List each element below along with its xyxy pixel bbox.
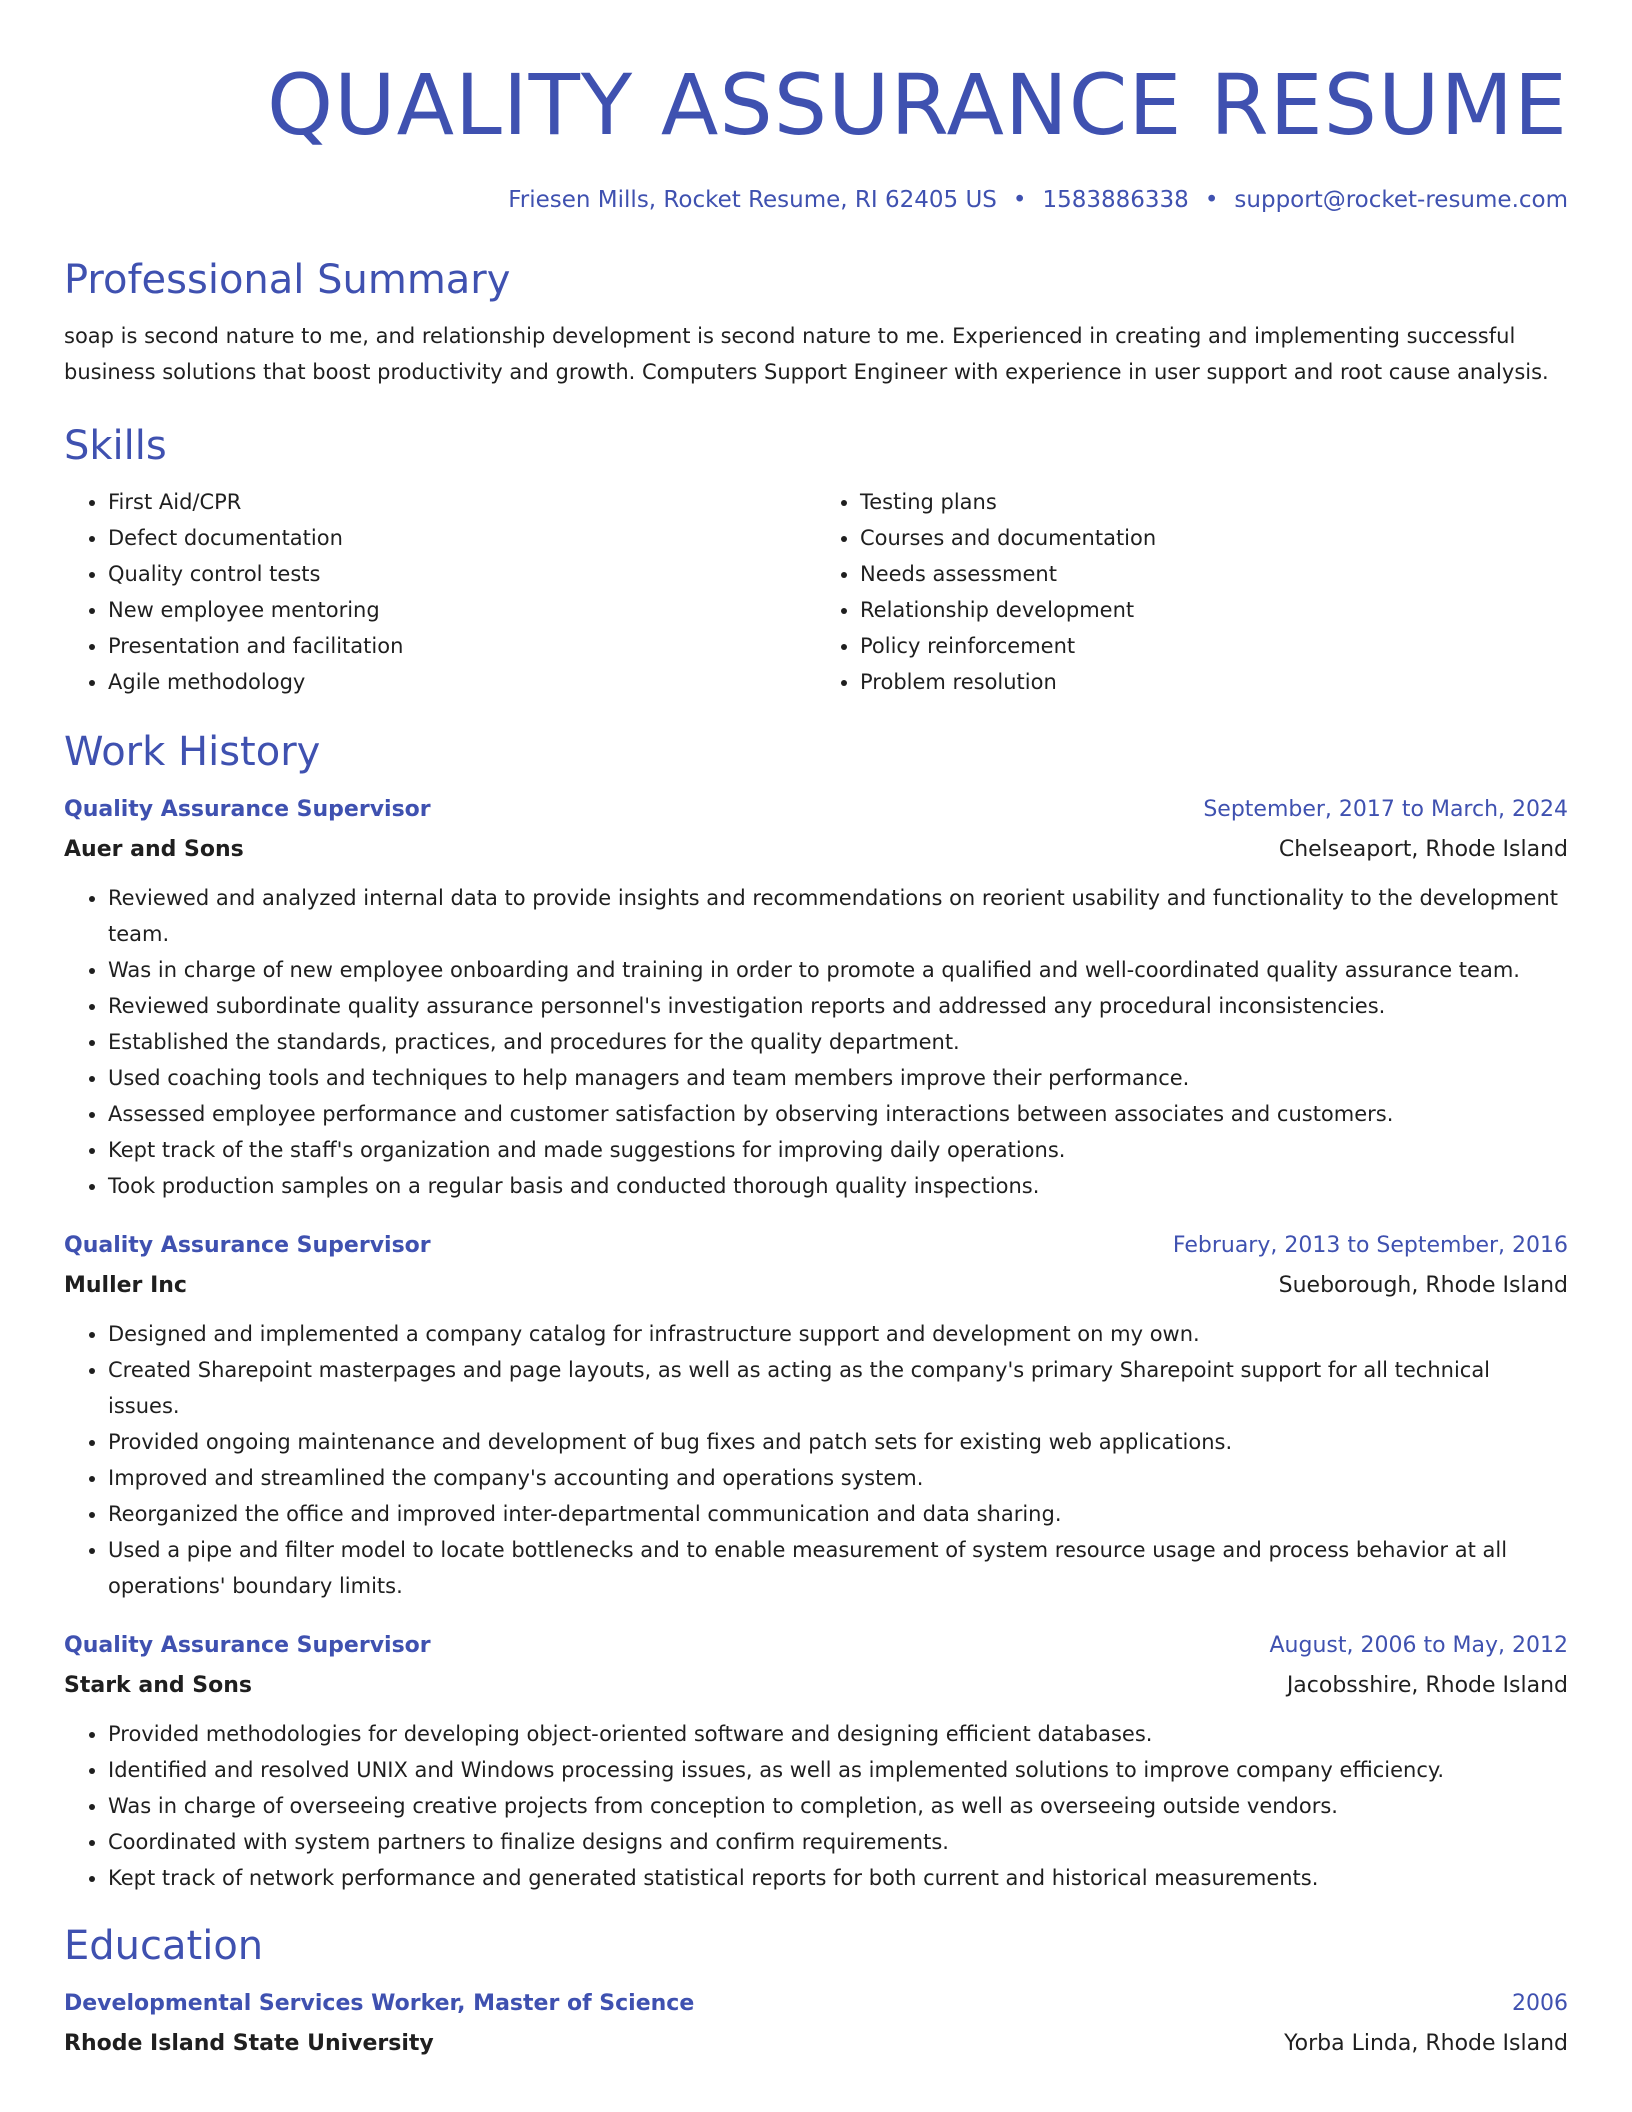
skills-list bbox=[64, 484, 1568, 700]
contact-line bbox=[64, 184, 1568, 216]
job-bullets bbox=[64, 1316, 1568, 1604]
job-bullet: • Improved and streamlined the company's accounting and operations system. bbox=[108, 1460, 1568, 1496]
job-company: Auer and Sons bbox=[64, 837, 244, 862]
job-location: Chelseaport, Rhode Island bbox=[1278, 837, 1568, 862]
job-company: Stark and Sons bbox=[64, 1673, 252, 1698]
education-heading: Education bbox=[64, 1923, 264, 1969]
summary-heading: Professional Summary bbox=[64, 257, 511, 303]
skills-heading: Skills bbox=[64, 423, 167, 469]
work-heading: Work History bbox=[64, 729, 321, 775]
job-company: Muller Inc bbox=[64, 1273, 187, 1298]
skill-item: • Relationship development bbox=[860, 592, 1568, 628]
job-entry bbox=[64, 1226, 1568, 1604]
job-location: Jacobsshire, Rhode Island bbox=[1286, 1673, 1568, 1698]
education-degree: Developmental Services Worker, Master of Science bbox=[64, 1991, 695, 2016]
skill-item: • New employee mentoring bbox=[108, 592, 816, 628]
job-bullet: • Reorganized the office and improved inter-departmental communication and data sharing. bbox=[108, 1496, 1568, 1532]
job-bullet: • Was in charge of overseeing creative projects from conception to completion, as well as overseeing outside vendors. bbox=[108, 1788, 1568, 1824]
job-bullet: • Used a pipe and filter model to locate bottlenecks and to enable measurement of system resource usage and process behavior at all operations' boundary limits. bbox=[108, 1532, 1568, 1604]
skills-column-right bbox=[816, 484, 1568, 700]
education-school: Rhode Island State University bbox=[64, 2031, 434, 2056]
contact-separator: • bbox=[1204, 187, 1219, 213]
skill-item: • Testing plans bbox=[860, 484, 1568, 520]
job-bullet: • Established the standards, practices, and procedures for the quality department. bbox=[108, 1024, 1568, 1060]
job-entry bbox=[64, 790, 1568, 1204]
job-bullet: • Coordinated with system partners to finalize designs and confirm requirements. bbox=[108, 1824, 1568, 1860]
education-entry bbox=[64, 1984, 1568, 2064]
job-bullet: • Provided ongoing maintenance and development of bug fixes and patch sets for existing web applications. bbox=[108, 1424, 1568, 1460]
skill-item: • Policy reinforcement bbox=[860, 628, 1568, 664]
job-title: Quality Assurance Supervisor bbox=[64, 1233, 431, 1258]
contact-email: support@rocket-resume.com bbox=[1234, 187, 1568, 213]
skill-item: • Defect documentation bbox=[108, 520, 816, 556]
job-dates: February, 2013 to September, 2016 bbox=[1172, 1233, 1568, 1258]
skill-item: • Presentation and facilitation bbox=[108, 628, 816, 664]
job-location: Sueborough, Rhode Island bbox=[1278, 1273, 1568, 1298]
contact-address: Friesen Mills, Rocket Resume, RI 62405 US bbox=[508, 187, 997, 213]
skill-item: • Needs assessment bbox=[860, 556, 1568, 592]
job-dates: September, 2017 to March, 2024 bbox=[1203, 797, 1568, 822]
contact-separator: • bbox=[1012, 187, 1027, 213]
skills-column-left bbox=[64, 484, 816, 700]
job-bullet: • Reviewed subordinate quality assurance personnel's investigation reports and addressed any procedural inconsistencies. bbox=[108, 988, 1568, 1024]
job-bullets bbox=[64, 1716, 1568, 1896]
job-bullets bbox=[64, 880, 1568, 1204]
resume-page bbox=[64, 0, 1568, 2064]
summary-text: soap is second nature to me, and relationship development is second nature to me. Experienced in creating and implementing successful business solutions that boost productivity and growth. Computers Support Engineer with experience in user support and root cause analysis. bbox=[64, 324, 1549, 384]
skill-item: • Courses and documentation bbox=[860, 520, 1568, 556]
job-bullet: • Kept track of the staff's organization and made suggestions for improving daily operations. bbox=[108, 1132, 1568, 1168]
job-bullet: • Created Sharepoint masterpages and page layouts, as well as acting as the company's primary Sharepoint support for all technical issues. bbox=[108, 1352, 1568, 1424]
education-location: Yorba Linda, Rhode Island bbox=[1284, 2031, 1568, 2056]
job-title: Quality Assurance Supervisor bbox=[64, 797, 431, 822]
job-bullet: • Reviewed and analyzed internal data to provide insights and recommendations on reorient usability and functionality to the development team. bbox=[108, 880, 1568, 952]
skill-item: • Quality control tests bbox=[108, 556, 816, 592]
job-bullet: • Took production samples on a regular basis and conducted thorough quality inspections. bbox=[108, 1168, 1568, 1204]
skill-item: • Problem resolution bbox=[860, 664, 1568, 700]
job-bullet: • Used coaching tools and techniques to help managers and team members improve their performance. bbox=[108, 1060, 1568, 1096]
job-bullet: • Was in charge of new employee onboarding and training in order to promote a qualified and well-coordinated quality assurance team. bbox=[108, 952, 1568, 988]
education-year: 2006 bbox=[1512, 1991, 1568, 2016]
job-bullet: • Kept track of network performance and generated statistical reports for both current and historical measurements. bbox=[108, 1860, 1568, 1896]
job-bullet: • Identified and resolved UNIX and Windows processing issues, as well as implemented solutions to improve company efficiency. bbox=[108, 1752, 1568, 1788]
skill-item: • First Aid/CPR bbox=[108, 484, 816, 520]
skill-item: • Agile methodology bbox=[108, 664, 816, 700]
contact-phone: 1583886338 bbox=[1042, 187, 1189, 213]
job-entry bbox=[64, 1626, 1568, 1896]
resume-title: QUALITY ASSURANCE RESUME bbox=[266, 56, 1568, 154]
job-bullet: • Provided methodologies for developing object-oriented software and designing efficient databases. bbox=[108, 1716, 1568, 1752]
job-dates: August, 2006 to May, 2012 bbox=[1269, 1633, 1568, 1658]
job-bullet: • Designed and implemented a company catalog for infrastructure support and development on my own. bbox=[108, 1316, 1568, 1352]
job-title: Quality Assurance Supervisor bbox=[64, 1633, 431, 1658]
job-bullet: • Assessed employee performance and customer satisfaction by observing interactions between associates and customers. bbox=[108, 1096, 1568, 1132]
